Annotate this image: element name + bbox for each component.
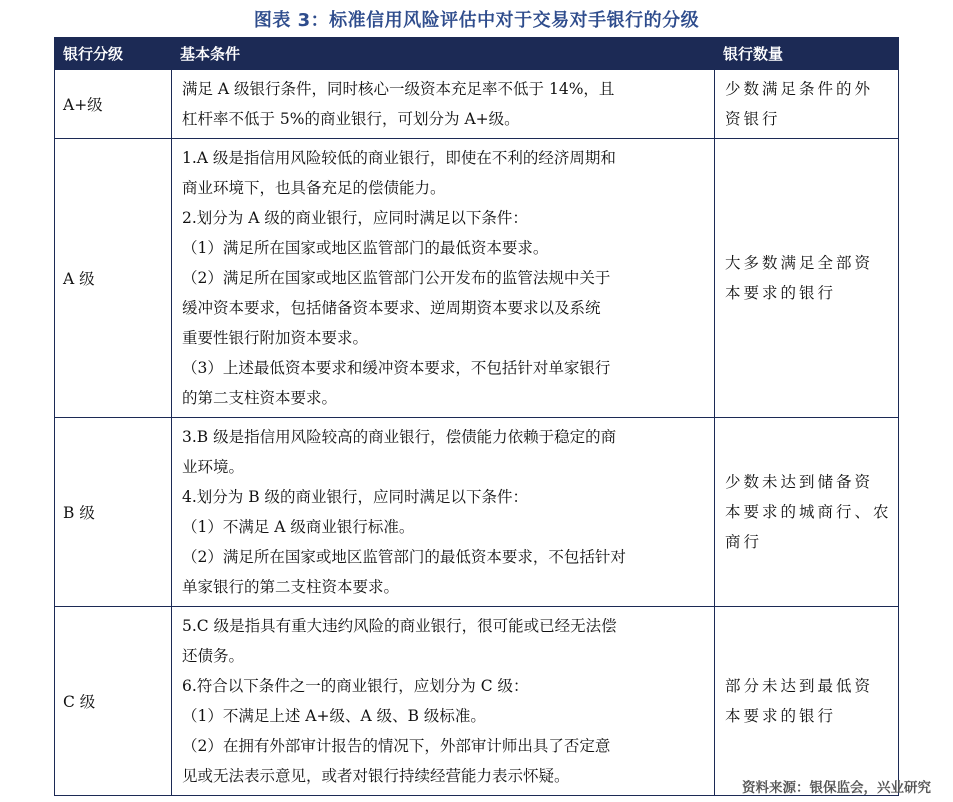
condition-line: 还债务。	[182, 647, 245, 665]
bank-count-line: 大多数满足全部资	[725, 254, 874, 272]
bank-grade-table	[54, 37, 899, 796]
grade-cell: C 级	[55, 607, 172, 796]
conditions-cell	[172, 139, 715, 418]
condition-line: 重要性银行附加资本要求。	[182, 329, 369, 347]
table-row	[55, 139, 899, 418]
column-header-count: 银行数量	[715, 38, 899, 70]
condition-line: 3.B 级是指信用风险较高的商业银行，偿债能力依赖于稳定的商	[182, 428, 617, 446]
bank-count-line: 本要求的城商行、农	[725, 503, 892, 521]
bank-count-line: 少数满足条件的外	[725, 80, 874, 98]
condition-line: （2）满足所在国家或地区监管部门的最低资本要求，不包括针对	[182, 548, 626, 566]
bank-count-line: 少数未达到储备资	[725, 473, 874, 491]
condition-line: 业环境。	[182, 458, 245, 476]
grade-cell: A+级	[55, 70, 172, 139]
condition-line: （2）满足所在国家或地区监管部门公开发布的监管法规中关于	[182, 269, 611, 287]
source-note: 资料来源：银保监会，兴业研究	[742, 780, 931, 796]
bank-count-line: 部分未达到最低资	[725, 677, 874, 695]
condition-line: 的第二支柱资本要求。	[182, 389, 338, 407]
column-header-grade: 银行分级	[55, 38, 172, 70]
condition-line: 4.划分为 B 级的商业银行，应同时满足以下条件：	[182, 488, 529, 506]
condition-line: （2）在拥有外部审计报告的情况下，外部审计师出具了否定意	[182, 737, 611, 755]
conditions-cell	[172, 607, 715, 796]
figure-title: 图表 3：标准信用风险评估中对于交易对手银行的分级	[253, 10, 700, 31]
condition-line: 1.A 级是指信用风险较低的商业银行，即使在不利的经济周期和	[182, 149, 616, 167]
conditions-cell	[172, 70, 715, 139]
table-row	[55, 418, 899, 607]
condition-line: （1）不满足 A 级商业银行标准。	[182, 518, 415, 536]
bank-count-cell	[715, 70, 899, 139]
table-row	[55, 607, 899, 796]
bank-count-line: 本要求的银行	[725, 284, 837, 302]
condition-line: 满足 A 级银行条件，同时核心一级资本充足率不低于 14%，且	[182, 80, 615, 98]
condition-line: 2.划分为 A 级的商业银行，应同时满足以下条件：	[182, 209, 528, 227]
bank-count-line: 资银行	[725, 110, 781, 128]
condition-line: （1）不满足上述 A+级、A 级、B 级标准。	[182, 707, 486, 725]
bank-count-line: 商行	[725, 533, 763, 551]
condition-line: 单家银行的第二支柱资本要求。	[182, 578, 400, 596]
condition-line: （3）上述最低资本要求和缓冲资本要求，不包括针对单家银行	[182, 359, 611, 377]
table-body	[55, 70, 899, 796]
bank-count-line: 本要求的银行	[725, 707, 837, 725]
condition-line: 见或无法表示意见，或者对银行持续经营能力表示怀疑。	[182, 767, 570, 785]
column-header-conditions: 基本条件	[172, 38, 715, 70]
condition-line: 6.符合以下条件之一的商业银行，应划分为 C 级：	[182, 677, 529, 695]
grade-cell: A 级	[55, 139, 172, 418]
bank-count-cell	[715, 607, 899, 796]
conditions-cell	[172, 418, 715, 607]
bank-count-cell	[715, 139, 899, 418]
condition-line: （1）满足所在国家或地区监管部门的最低资本要求。	[182, 239, 549, 257]
condition-line: 5.C 级是指具有重大违约风险的商业银行，很可能或已经无法偿	[182, 617, 617, 635]
condition-line: 杠杆率不低于 5%的商业银行，可划分为 A+级。	[182, 110, 520, 128]
table-header-row	[55, 38, 899, 70]
bank-count-cell	[715, 418, 899, 607]
grade-cell: B 级	[55, 418, 172, 607]
table-row	[55, 70, 899, 139]
condition-line: 缓冲资本要求，包括储备资本要求、逆周期资本要求以及系统	[182, 299, 601, 317]
condition-line: 商业环境下，也具备充足的偿债能力。	[182, 179, 446, 197]
